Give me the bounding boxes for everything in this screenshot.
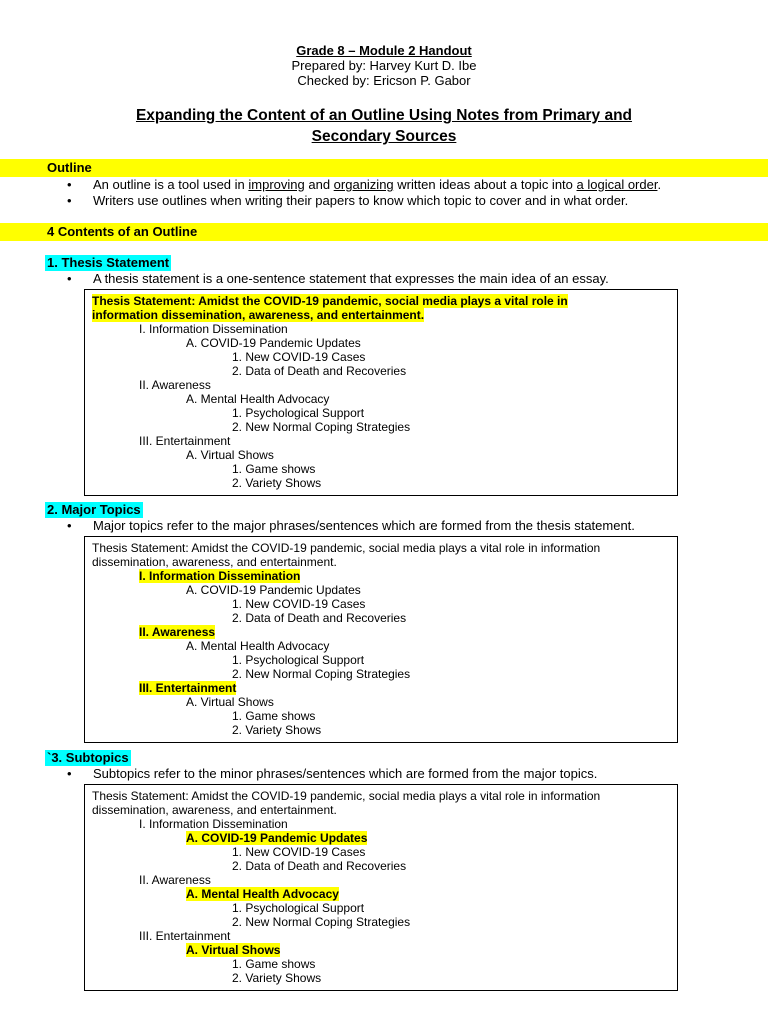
outline-item: 1. Game shows	[232, 709, 316, 723]
outline-item: 2. New Normal Coping Strategies	[232, 915, 411, 929]
outline-item: A. COVID-19 Pandemic Updates	[186, 336, 361, 350]
outline-item: 2. Data of Death and Recoveries	[232, 364, 407, 378]
subtopic-highlight: A. Virtual Shows	[186, 943, 281, 957]
outline-item: A. Mental Health Advocacy	[186, 639, 330, 653]
major-topic-highlight: I. Information Dissemination	[139, 569, 301, 583]
outline-heading: Outline	[0, 159, 768, 177]
thesis-statement-line1: Thesis Statement: Amidst the COVID-19 pandemic, social media plays a vital role in	[92, 294, 568, 308]
outline-item: I. Information Dissemination	[139, 322, 288, 336]
outline-item: III. Entertainment	[139, 929, 231, 943]
bullet-dot: •	[67, 271, 72, 286]
thesis-statement-line2: information dissemination, awareness, and entertainment.	[92, 308, 425, 322]
checked-by: Checked by: Ericson P. Gabor	[297, 73, 471, 88]
thesis-statement-line1: Thesis Statement: Amidst the COVID-19 pandemic, social media plays a vital role in information	[92, 541, 601, 555]
outline-item: II. Awareness	[139, 873, 211, 887]
outline-item: III. Entertainment	[139, 434, 231, 448]
major-topics-label: 2. Major Topics	[47, 502, 141, 517]
document-title-line1: Expanding the Content of an Outline Using Notes from Primary and	[135, 107, 633, 124]
thesis-statement-line2: dissemination, awareness, and entertainment.	[92, 803, 337, 817]
outline-item: A. COVID-19 Pandemic Updates	[186, 583, 361, 597]
subtopic-highlight: A. Mental Health Advocacy	[186, 887, 339, 901]
outline-item: 2. New Normal Coping Strategies	[232, 667, 411, 681]
handout-header	[0, 43, 768, 88]
outline-item: 2. Variety Shows	[232, 971, 322, 985]
major-topics-outline-box	[84, 536, 678, 743]
outline-item: 1. New COVID-19 Cases	[232, 845, 366, 859]
document-title	[0, 105, 768, 147]
document-title-line2: Secondary Sources	[311, 128, 457, 145]
outline-item: I. Information Dissemination	[139, 817, 288, 831]
thesis-statement-line2: dissemination, awareness, and entertainment.	[92, 555, 337, 569]
thesis-outline-box	[84, 289, 678, 496]
prepared-by: Prepared by: Harvey Kurt D. Ibe	[291, 58, 477, 73]
handout-title: Grade 8 – Module 2 Handout	[296, 43, 472, 58]
outline-item: 1. Game shows	[232, 957, 316, 971]
outline-item: A. Mental Health Advocacy	[186, 392, 330, 406]
subtopics-outline-box	[84, 784, 678, 991]
subtopics-label: `3. Subtopics	[47, 750, 129, 765]
thesis-statement-line1: Thesis Statement: Amidst the COVID-19 pandemic, social media plays a vital role in information	[92, 789, 601, 803]
contents-heading: 4 Contents of an Outline	[0, 223, 768, 241]
outline-item: 1. New COVID-19 Cases	[232, 350, 366, 364]
outline-item: 2. Variety Shows	[232, 476, 322, 490]
outline-item: 1. Psychological Support	[232, 406, 365, 420]
outline-item: 1. New COVID-19 Cases	[232, 597, 366, 611]
outline-item: 2. New Normal Coping Strategies	[232, 420, 411, 434]
bullet-dot: •	[67, 766, 72, 781]
outline-item: II. Awareness	[139, 378, 211, 392]
thesis-bullet-text: A thesis statement is a one-sentence statement that expresses the main idea of an essay.	[93, 271, 609, 286]
subtopic-highlight: A. COVID-19 Pandemic Updates	[186, 831, 368, 845]
outline-bullet-2-text: Writers use outlines when writing their papers to know which topic to cover and in what order.	[93, 193, 629, 208]
subtopics-bullet-text: Subtopics refer to the minor phrases/sentences which are formed from the major topics.	[93, 766, 598, 781]
outline-bullet-1-text: An outline is a tool used in improving and organizing written ideas about a topic into a logical order.	[93, 177, 662, 192]
outline-item: A. Virtual Shows	[186, 695, 274, 709]
outline-item: 2. Data of Death and Recoveries	[232, 611, 407, 625]
outline-item: 1. Psychological Support	[232, 901, 365, 915]
bullet-dot: •	[67, 193, 72, 208]
outline-item: 1. Psychological Support	[232, 653, 365, 667]
bullet-dot: •	[67, 518, 72, 533]
bullet-dot: •	[67, 177, 72, 192]
major-topic-highlight: III. Entertainment	[139, 681, 237, 695]
outline-item: 1. Game shows	[232, 462, 316, 476]
thesis-label: 1. Thesis Statement	[47, 255, 170, 270]
major-topics-bullet-text: Major topics refer to the major phrases/sentences which are formed from the thesis statement.	[93, 518, 635, 533]
outline-item: A. Virtual Shows	[186, 448, 274, 462]
outline-item: 2. Data of Death and Recoveries	[232, 859, 407, 873]
outline-item: 2. Variety Shows	[232, 723, 322, 737]
major-topic-highlight: II. Awareness	[139, 625, 216, 639]
